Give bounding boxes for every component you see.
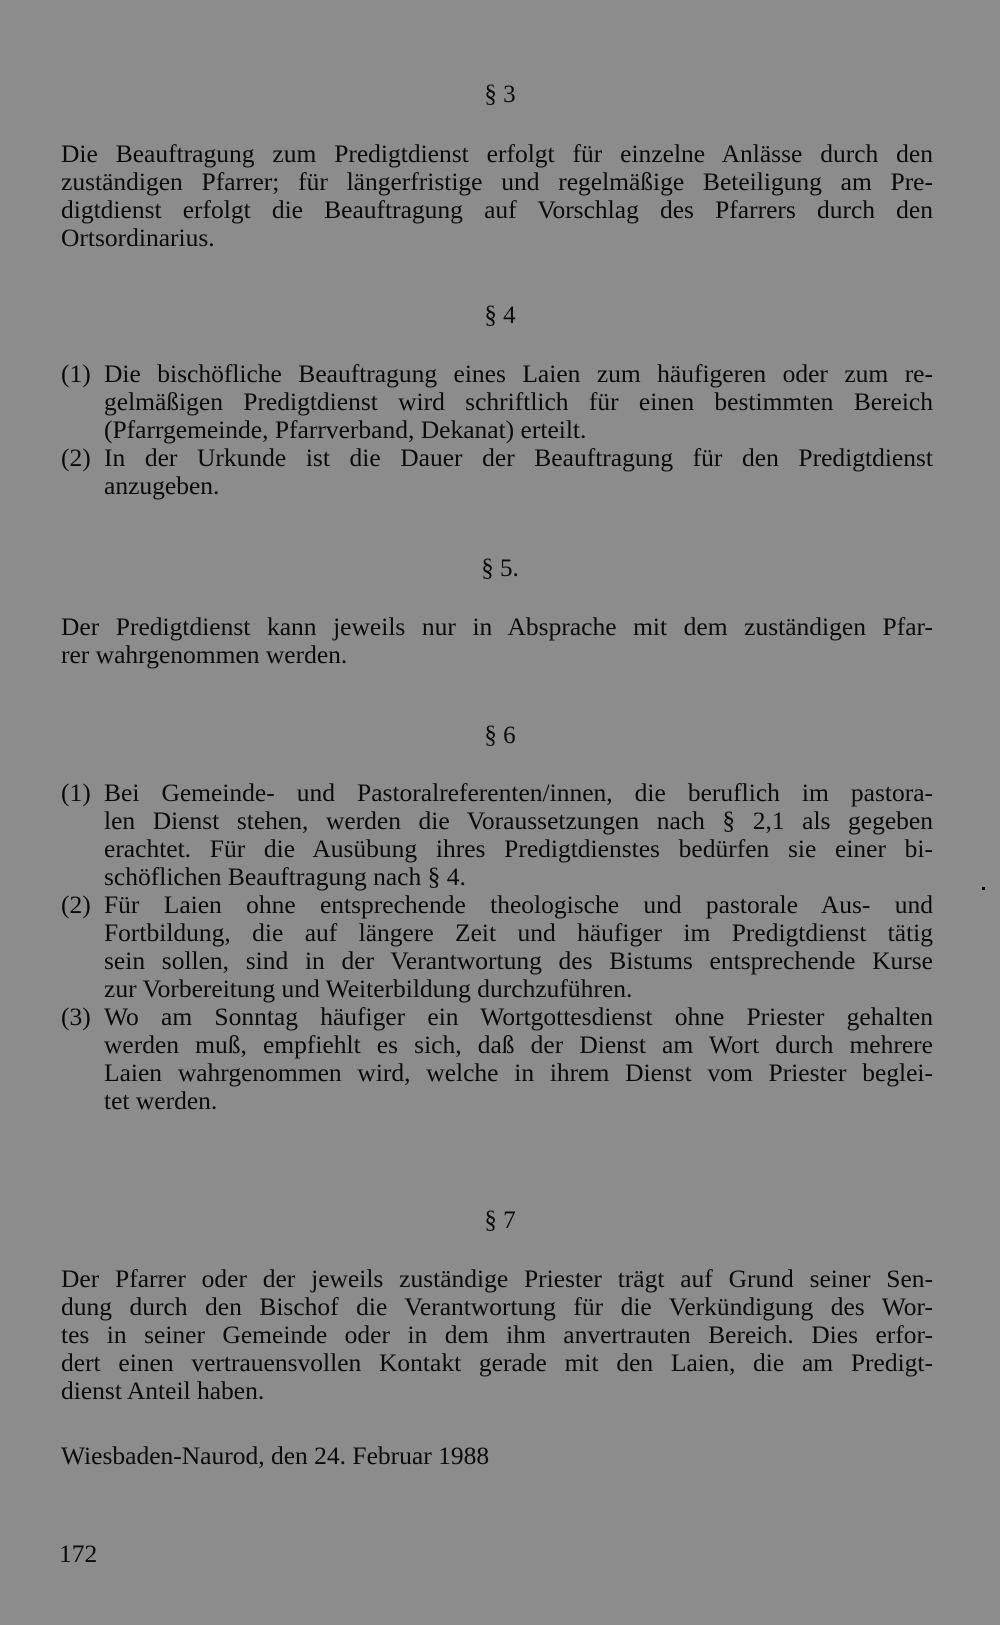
section-4-line: Die bischöfliche Beauftragung eines Laien zum häufigeren oder zum re-	[104, 359, 933, 388]
section-6-line: len Dienst stehen, werden die Voraussetzungen nach § 2,1 als gegeben	[104, 806, 933, 835]
section-7-line: tes in seiner Gemeinde oder in dem ihm anvertrauten Bereich. Dies erfor-	[61, 1320, 933, 1349]
section-heading-5: § 5.	[481, 555, 519, 582]
section-7-line: dienst Anteil haben.	[61, 1376, 265, 1405]
paragraph-number: (3)	[61, 1002, 91, 1031]
section-4-line: (Pfarrgemeinde, Pfarrverband, Dekanat) erteilt.	[104, 415, 587, 444]
section-heading-4: § 4	[484, 302, 516, 329]
section-6-line: erachtet. Für die Ausübung ihres Predigtdienstes bedürfen sie einer bi-	[104, 834, 933, 863]
section-6-line: zur Vorbereitung und Weiterbildung durchzuführen.	[104, 974, 633, 1003]
section-heading-7: § 7	[484, 1207, 516, 1234]
section-7-line: dert einen vertrauensvollen Kontakt gerade mit den Laien, die am Predigt-	[61, 1348, 933, 1377]
section-3-line: digtdienst erfolgt die Beauftragung auf Vorschlag des Pfarrers durch den	[61, 195, 933, 224]
section-6-line: sein sollen, sind in der Verantwortung des Bistums entsprechende Kurse	[104, 946, 933, 975]
section-3-line: zuständigen Pfarrer; für längerfristige und regelmäßige Beteiligung am Pre-	[61, 167, 933, 196]
section-5-line: Der Predigtdienst kann jeweils nur in Absprache mit dem zuständigen Pfar-	[61, 612, 933, 641]
section-6-line: Für Laien ohne entsprechende theologische und pastorale Aus- und	[104, 890, 933, 919]
section-6-line: Laien wahrgenommen wird, welche in ihrem Dienst vom Priester beglei-	[104, 1058, 933, 1087]
section-4-line: anzugeben.	[104, 471, 220, 500]
section-6-line: Wo am Sonntag häufiger ein Wortgottesdienst ohne Priester gehalten	[104, 1002, 933, 1031]
section-6-line: schöflichen Beauftragung nach § 4.	[104, 862, 466, 891]
section-4-line: gelmäßigen Predigtdienst wird schriftlich für einen bestimmten Bereich	[104, 387, 933, 416]
section-heading-6: § 6	[484, 722, 516, 749]
paragraph-number: (1)	[61, 359, 91, 388]
paragraph-number: (1)	[61, 778, 91, 807]
section-5-line: rer wahrgenommen werden.	[61, 640, 348, 669]
paragraph-number: (2)	[61, 890, 91, 919]
section-3-line: Die Beauftragung zum Predigtdienst erfolgt für einzelne Anlässe durch den	[61, 139, 933, 168]
paragraph-number: (2)	[61, 443, 91, 472]
section-heading-3: § 3	[484, 81, 516, 108]
section-6-line: Fortbildung, die auf längere Zeit und häufiger im Predigtdienst tätig	[104, 918, 933, 947]
section-7-line: Der Pfarrer oder der jeweils zuständige Priester trägt auf Grund seiner Sen-	[61, 1264, 933, 1293]
section-6-line: werden muß, empfiehlt es sich, daß der Dienst am Wort durch mehrere	[104, 1030, 933, 1059]
section-3-line: Ortsordinarius.	[61, 223, 215, 252]
page-number: 172	[59, 1539, 98, 1568]
section-4-line: In der Urkunde ist die Dauer der Beauftragung für den Predigtdienst	[104, 443, 933, 472]
date-line: Wiesbaden-Naurod, den 24. Februar 1988	[61, 1441, 490, 1470]
section-6-line: Bei Gemeinde- und Pastoralreferenten/innen, die beruflich im pastora-	[104, 778, 933, 807]
section-6-line: tet werden.	[104, 1086, 218, 1115]
section-7-line: dung durch den Bischof die Verantwortung für die Verkündigung des Wor-	[61, 1292, 933, 1321]
scan-artifact	[982, 887, 985, 890]
